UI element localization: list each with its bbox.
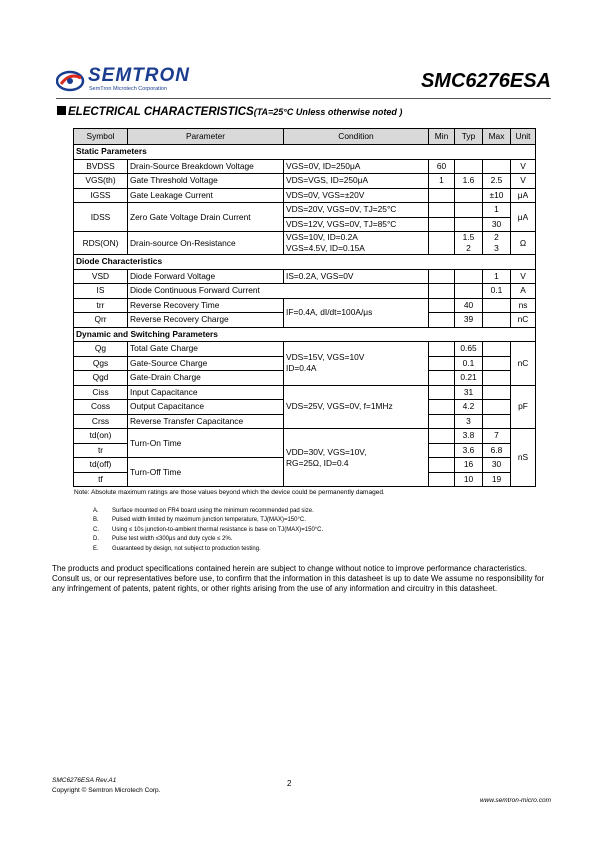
footnote-key: E. bbox=[93, 545, 99, 552]
footnote bbox=[93, 545, 323, 554]
cell bbox=[455, 159, 483, 174]
footnote-key: D. bbox=[93, 536, 99, 543]
cell: nC bbox=[511, 342, 536, 386]
cell bbox=[483, 159, 511, 174]
col-header: Parameter bbox=[128, 129, 284, 145]
cell: A bbox=[511, 284, 536, 299]
cell: VGS=0V, ID=250μA bbox=[284, 159, 429, 174]
table-row bbox=[74, 342, 536, 357]
table-row bbox=[74, 385, 536, 400]
footer-revision: SMC6276ESA Rev.A1 bbox=[52, 777, 117, 784]
cell: 1.6 bbox=[455, 174, 483, 189]
cell: Qrr bbox=[74, 313, 128, 328]
electrical-characteristics-table bbox=[73, 128, 536, 487]
cell: 60 bbox=[429, 159, 455, 174]
footnote-text: Pulse test width ≤300μs and duty cycle ≤ 2%. bbox=[112, 536, 233, 543]
cell: 0.21 bbox=[455, 371, 483, 386]
section-title-text: ELECTRICAL CHARACTERISTICS bbox=[68, 106, 254, 118]
cell bbox=[483, 313, 511, 328]
cell: IS bbox=[74, 284, 128, 299]
group-label: Dynamic and Switching Parameters bbox=[74, 327, 536, 342]
table-row bbox=[74, 284, 536, 299]
cell bbox=[429, 203, 455, 218]
cell: RDS(ON) bbox=[74, 232, 128, 255]
cell: Qg bbox=[74, 342, 128, 357]
cell: VGS(th) bbox=[74, 174, 128, 189]
cell: BVDSS bbox=[74, 159, 128, 174]
col-header: Symbol bbox=[74, 129, 128, 145]
cell: Diode Continuous Forward Current bbox=[128, 284, 429, 299]
cell bbox=[429, 443, 455, 458]
cell: Reverse Transfer Capacitance bbox=[128, 414, 284, 429]
group-row bbox=[74, 327, 536, 342]
cell-line: 3 bbox=[494, 243, 499, 253]
cell: nS bbox=[511, 429, 536, 487]
cell: Qgs bbox=[74, 356, 128, 371]
footnote bbox=[93, 507, 323, 516]
cell: Reverse Recovery Charge bbox=[128, 313, 284, 328]
footer-copyright: Copyright © Semtron Microtech Corp. bbox=[52, 787, 161, 794]
cell: Crss bbox=[74, 414, 128, 429]
cell-line: VGS=10V, ID=0.2A bbox=[286, 232, 358, 242]
cell: 1 bbox=[429, 174, 455, 189]
cell bbox=[429, 217, 455, 232]
cell bbox=[429, 371, 455, 386]
cell-line: VDD=30V, VGS=10V, bbox=[286, 446, 367, 457]
cell: Gate Leakage Current bbox=[128, 188, 284, 203]
footnote-text: Surface mounted on FR4 board using the minimum recommended pad size. bbox=[112, 508, 314, 514]
cell: Ω bbox=[511, 232, 536, 255]
cell bbox=[455, 203, 483, 218]
cell: VSD bbox=[74, 269, 128, 284]
cell: 0.65 bbox=[455, 342, 483, 357]
cell bbox=[429, 356, 455, 371]
cell: 40 bbox=[455, 298, 483, 313]
cell: Coss bbox=[74, 400, 128, 415]
cell: Drain-source On-Resistance bbox=[128, 232, 284, 255]
cell-line: RG=25Ω, ID=0.4 bbox=[286, 457, 349, 468]
cell-line: 2 bbox=[494, 232, 499, 242]
cell: 3 bbox=[455, 414, 483, 429]
cell: 6.8 bbox=[483, 443, 511, 458]
cell bbox=[429, 458, 455, 473]
col-header: Typ bbox=[455, 129, 483, 145]
cell: Qgd bbox=[74, 371, 128, 386]
cell bbox=[483, 371, 511, 386]
cell: 0.1 bbox=[455, 356, 483, 371]
cell bbox=[429, 313, 455, 328]
cell bbox=[429, 269, 455, 284]
cell: 3.8 bbox=[455, 429, 483, 444]
cell bbox=[455, 217, 483, 232]
cell: 30 bbox=[483, 458, 511, 473]
disclaimer-paragraph: The products and product specifications contained herein are subject to change without notice to improve performance characteristics. Consult us, or our representatives before use, to confirm that the information in this datasheet is up to date We assume no responsibility for any infringement of patents, patent rights, or other rights arising from the use of any information and circuitry in this datasheet. bbox=[52, 564, 545, 593]
cell bbox=[429, 414, 455, 429]
cell: Gate-Drain Charge bbox=[128, 371, 284, 386]
page-number: 2 bbox=[287, 779, 292, 788]
cell: 2.5 bbox=[483, 174, 511, 189]
cell: tf bbox=[74, 472, 128, 487]
group-label: Diode Characteristics bbox=[74, 255, 536, 270]
cell bbox=[284, 342, 429, 386]
cell: 4.2 bbox=[455, 400, 483, 415]
group-row bbox=[74, 145, 536, 160]
cell: IS=0.2A, VGS=0V bbox=[284, 269, 429, 284]
cell: Output Capacitance bbox=[128, 400, 284, 415]
footer-website-link[interactable]: www.semtron-micro.com bbox=[479, 797, 551, 804]
cell: V bbox=[511, 159, 536, 174]
part-number: SMC6276ESA bbox=[420, 70, 551, 92]
footnote bbox=[93, 535, 323, 544]
footnote-key: C. bbox=[93, 526, 99, 533]
footnote-text: Guaranteed by design, not subject to production testing. bbox=[112, 545, 261, 552]
table-row bbox=[74, 298, 536, 313]
cell: nC bbox=[511, 313, 536, 328]
header-divider bbox=[56, 98, 551, 99]
table-row bbox=[74, 188, 536, 203]
footnotes bbox=[93, 507, 323, 554]
cell bbox=[284, 232, 429, 255]
footnote bbox=[93, 526, 323, 535]
cell: Zero Gate Voltage Drain Current bbox=[128, 203, 284, 232]
cell: Drain-Source Breakdown Voltage bbox=[128, 159, 284, 174]
logo-subtitle: SemTron Microtech Corporation bbox=[89, 86, 168, 92]
cell bbox=[429, 232, 455, 255]
cell: 10 bbox=[455, 472, 483, 487]
cell bbox=[483, 414, 511, 429]
cell: td(off) bbox=[74, 458, 128, 473]
cell-line: VDS=15V, VGS=10V bbox=[286, 352, 365, 363]
cell bbox=[483, 342, 511, 357]
cell: Turn-On Time bbox=[128, 429, 284, 458]
cell-line: 1.5 bbox=[462, 232, 475, 242]
cell: tr bbox=[74, 443, 128, 458]
table-row bbox=[74, 269, 536, 284]
table-note: Note: Absolute maximum ratings are those values beyond which the device could be permanently damaged. bbox=[74, 489, 385, 496]
section-condition: (TA=25°C Unless otherwise noted ) bbox=[253, 107, 403, 117]
cell bbox=[483, 356, 511, 371]
cell bbox=[429, 400, 455, 415]
cell: VDS=VGS, ID=250μA bbox=[284, 174, 429, 189]
col-header: Condition bbox=[284, 129, 429, 145]
cell: 1 bbox=[483, 269, 511, 284]
table-row bbox=[74, 203, 536, 218]
col-header: Min bbox=[429, 129, 455, 145]
cell bbox=[429, 298, 455, 313]
cell bbox=[429, 342, 455, 357]
cell bbox=[429, 472, 455, 487]
cell: VDS=20V, VGS=0V, TJ=25°C bbox=[284, 203, 429, 218]
cell bbox=[483, 232, 511, 255]
cell: 31 bbox=[455, 385, 483, 400]
cell: 39 bbox=[455, 313, 483, 328]
table-header-row bbox=[74, 129, 536, 145]
table-row bbox=[74, 159, 536, 174]
cell: V bbox=[511, 269, 536, 284]
cell bbox=[483, 385, 511, 400]
bullet-square-icon bbox=[57, 106, 66, 115]
cell: IF=0.4A, dI/dt=100A/μs bbox=[284, 298, 429, 327]
cell: Turn-Off Time bbox=[128, 458, 284, 487]
col-header: Unit bbox=[511, 129, 536, 145]
cell: VDS=25V, VGS=0V, f=1MHz bbox=[284, 385, 429, 429]
footnote-text: Using ≤ 10s junction-to-ambient thermal resistance is base on TJ(MAX)=150°C. bbox=[112, 526, 324, 533]
cell: 7 bbox=[483, 429, 511, 444]
cell: Total Gate Charge bbox=[128, 342, 284, 357]
group-label: Static Parameters bbox=[74, 145, 536, 160]
cell bbox=[455, 232, 483, 255]
table-row bbox=[74, 232, 536, 255]
logo-mark-icon bbox=[56, 68, 86, 94]
group-row bbox=[74, 255, 536, 270]
cell bbox=[483, 400, 511, 415]
cell bbox=[483, 298, 511, 313]
cell: 30 bbox=[483, 217, 511, 232]
table-row bbox=[74, 174, 536, 189]
cell: ±10 bbox=[483, 188, 511, 203]
cell: trr bbox=[74, 298, 128, 313]
cell bbox=[429, 284, 455, 299]
col-header: Max bbox=[483, 129, 511, 145]
cell bbox=[284, 429, 429, 487]
cell: Gate-Source Charge bbox=[128, 356, 284, 371]
cell: IDSS bbox=[74, 203, 128, 232]
cell: 3.6 bbox=[455, 443, 483, 458]
cell: V bbox=[511, 174, 536, 189]
cell bbox=[429, 385, 455, 400]
cell bbox=[455, 269, 483, 284]
footnote-text: Pulsed width limited by maximum junction temperature, TJ(MAX)=150°C. bbox=[112, 517, 306, 524]
cell: μA bbox=[511, 203, 536, 232]
cell: Ciss bbox=[74, 385, 128, 400]
cell bbox=[429, 188, 455, 203]
cell: IGSS bbox=[74, 188, 128, 203]
cell: μA bbox=[511, 188, 536, 203]
section-title bbox=[57, 106, 402, 118]
cell: ns bbox=[511, 298, 536, 313]
company-logo bbox=[56, 65, 196, 98]
cell: pF bbox=[511, 385, 536, 429]
cell: 19 bbox=[483, 472, 511, 487]
cell: Diode Forward Voltage bbox=[128, 269, 284, 284]
cell: Input Capacitance bbox=[128, 385, 284, 400]
cell bbox=[455, 284, 483, 299]
cell-line: VGS=4.5V, ID=0.15A bbox=[286, 243, 365, 253]
cell: td(on) bbox=[74, 429, 128, 444]
table-row bbox=[74, 429, 536, 444]
cell: 1 bbox=[483, 203, 511, 218]
cell: 0.1 bbox=[483, 284, 511, 299]
cell-line: ID=0.4A bbox=[286, 363, 317, 374]
cell: VDS=12V, VGS=0V, TJ=85°C bbox=[284, 217, 429, 232]
cell: VDS=0V, VGS=±20V bbox=[284, 188, 429, 203]
cell-line: 2 bbox=[466, 243, 471, 253]
cell bbox=[429, 429, 455, 444]
logo-text: SEMTRON bbox=[88, 65, 190, 86]
footnote bbox=[93, 516, 323, 525]
cell bbox=[455, 188, 483, 203]
footnote-key: B. bbox=[93, 517, 99, 524]
cell: Reverse Recovery Time bbox=[128, 298, 284, 313]
cell: Gate Threshold Voltage bbox=[128, 174, 284, 189]
footnote-key: A. bbox=[93, 508, 99, 514]
cell: 16 bbox=[455, 458, 483, 473]
